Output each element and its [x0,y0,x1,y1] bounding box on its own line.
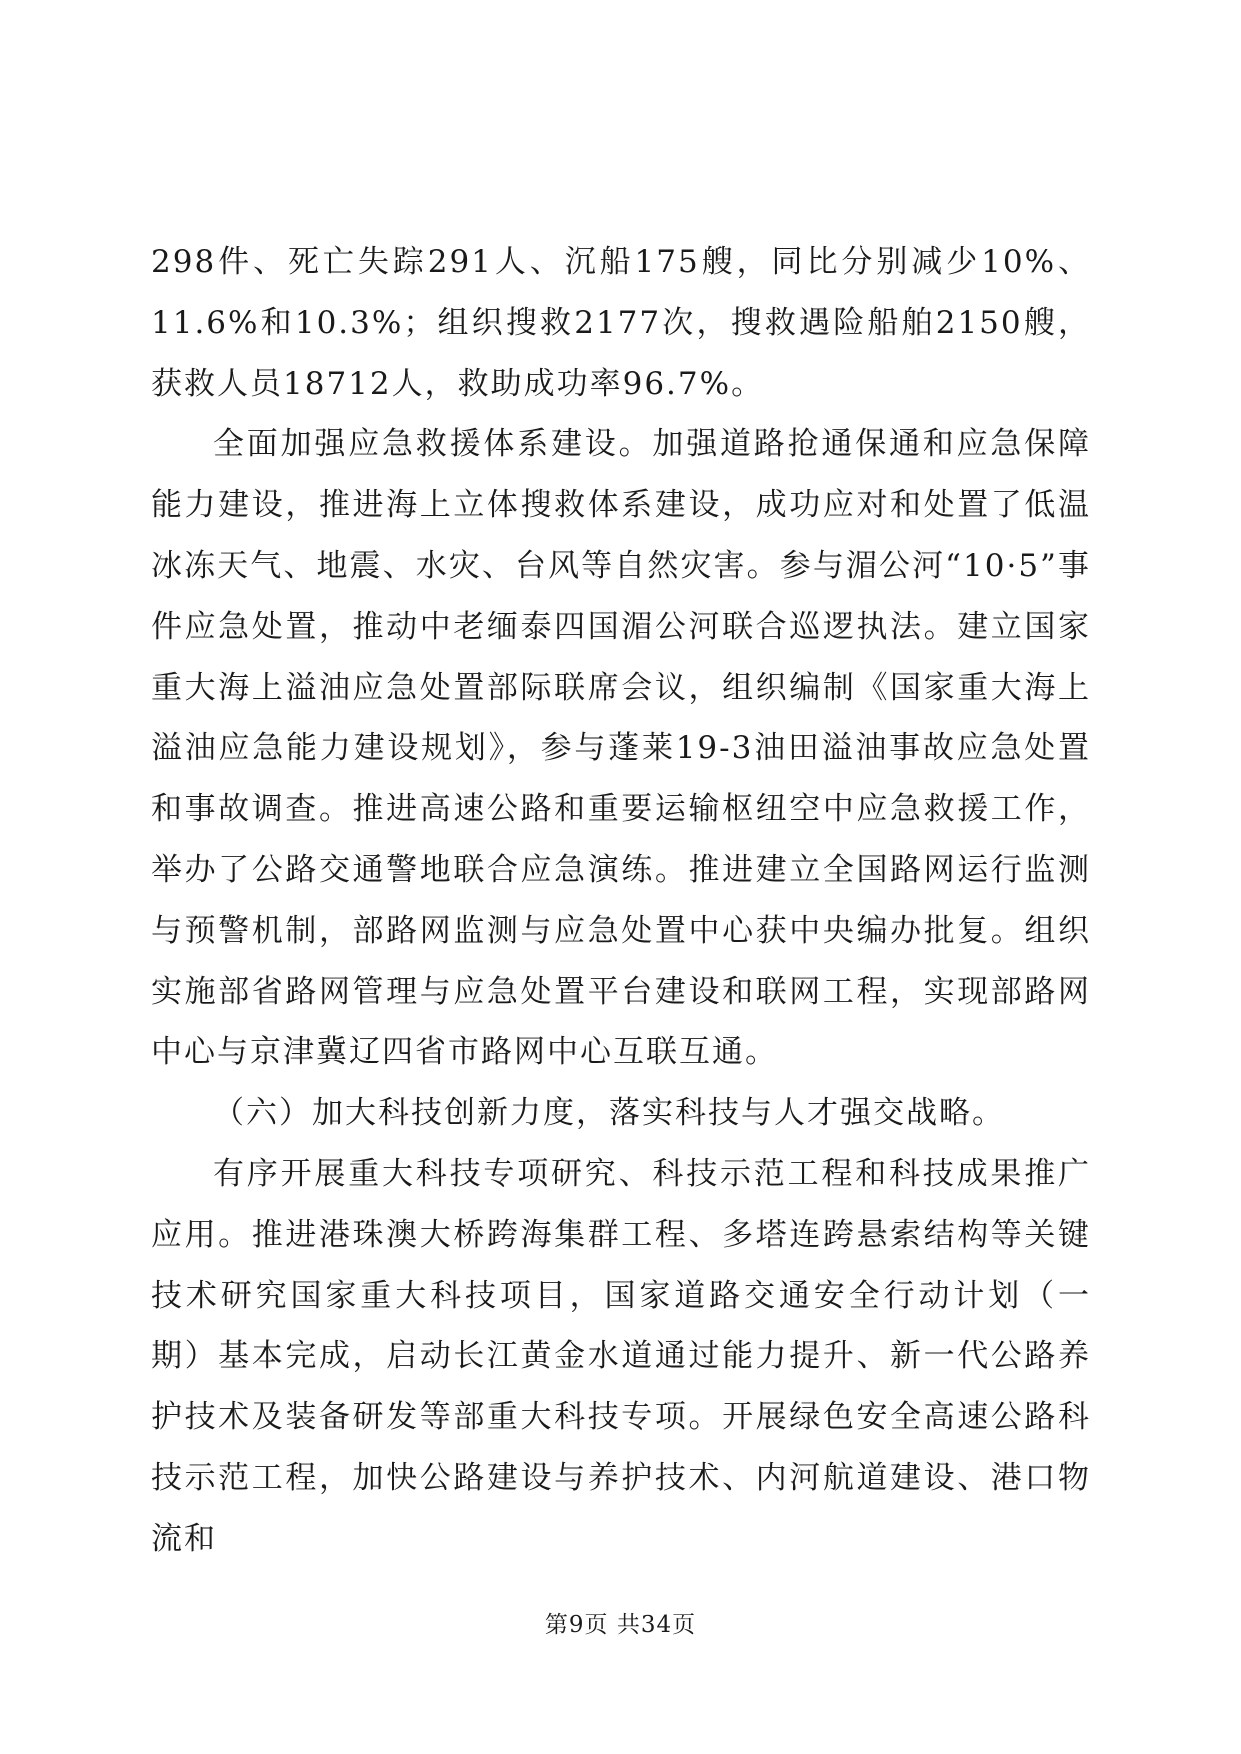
page-number-footer: 第9页 共34页 [544,1612,697,1638]
section-heading-technology: （六）加大科技创新力度，落实科技与人才强交战略。 [213,1095,1005,1132]
paragraph-technology-projects: 有序开展重大科技专项研究、科技示范工程和科技成果推广应用。推进港珠澳大桥跨海集群工程、多塔连跨悬索结构等关键技术研究国家重大科技项目，国家道路交通安全行动计划（一期）基本完成，启动长江黄金水道通过能力提升、新一代公路养护技术及装备研发等部重大科技专项。开展绿色安全高速公路科技示范工程，加快公路建设与养护技术、内河航道建设、港口物流和 [151,1155,1091,1557]
paragraph-statistics-continued: 298件、死亡失踪291人、沉船175艘，同比分别减少10%、11.6%和10.3%；组织搜救2177次，搜救遇险船舶2150艘，获救人员18712人，救助成功率96.7%。 [151,244,1091,402]
document-body [151,232,1091,1570]
paragraph-emergency-rescue: 全面加强应急救援体系建设。加强道路抢通保通和应急保障能力建设，推进海上立体搜救体系建设，成功应对和处置了低温冰冻天气、地震、水灾、台风等自然灾害。参与湄公河“10·5”事件应急处置，推动中老缅泰四国湄公河联合巡逻执法。建立国家重大海上溢油应急处置部际联席会议，组织编制《国家重大海上溢油应急能力建设规划》，参与蓬莱19-3油田溢油事故应急处置和事故调查。推进高速公路和重要运输枢纽空中应急救援工作，举办了公路交通警地联合应急演练。推进建立全国路网运行监测与预警机制，部路网监测与应急处置中心获中央编办批复。组织实施部省路网管理与应急处置平台建设和联网工程，实现部路网中心与京津冀辽四省市路网中心互联互通。 [151,426,1091,1071]
